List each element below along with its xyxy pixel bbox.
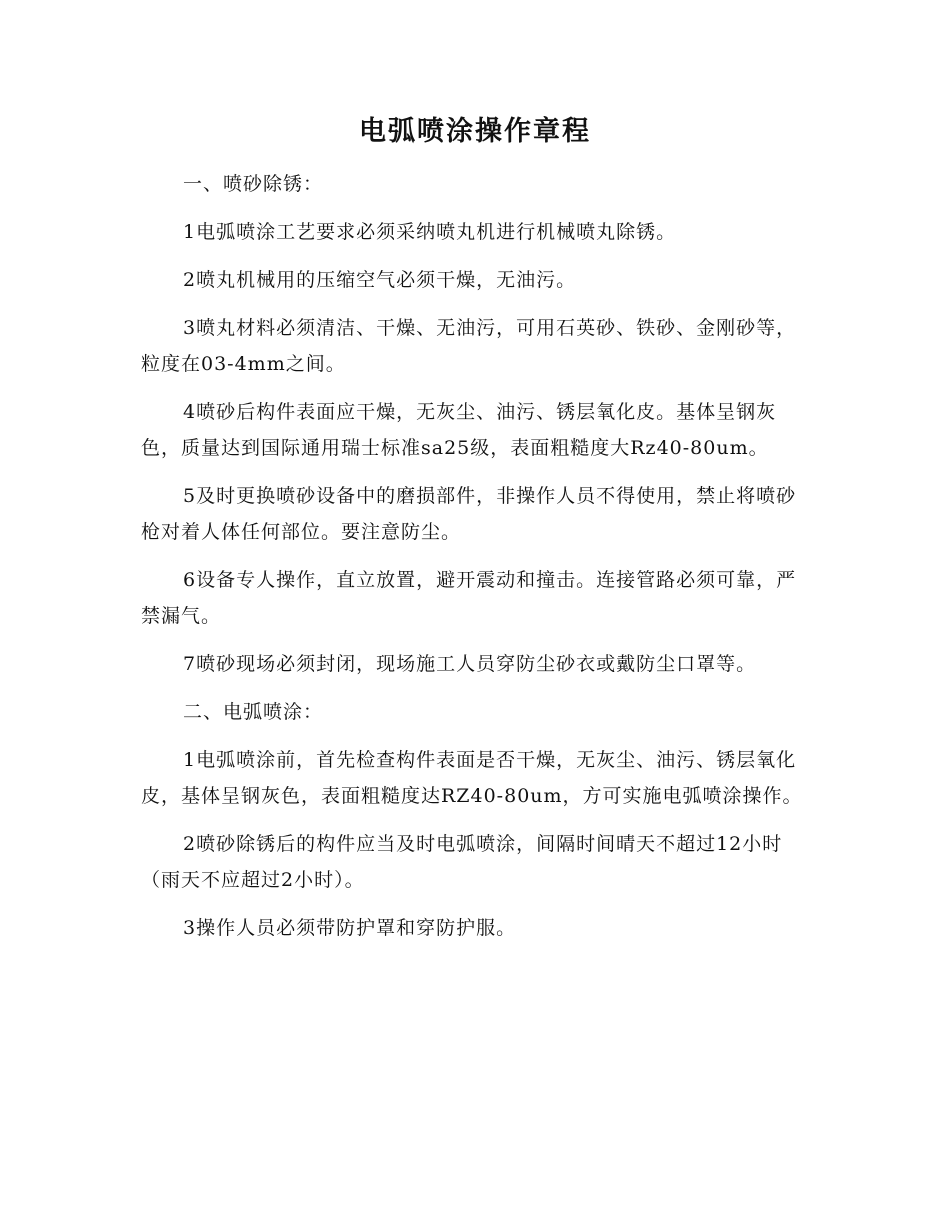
paragraph-item-1b: 1电弧喷涂前，首先检查构件表面是否干燥，无灰尘、油污、锈层氧化皮，基体呈钢灰色，表面粗糙度达RZ40-80um，方可实施电弧喷涂操作。	[141, 749, 803, 807]
paragraph-item-3: 3喷丸材料必须清洁、干燥、无油污，可用石英砂、铁砂、金刚砂等，粒度在03-4mm之间。	[141, 317, 797, 375]
paragraph-item-2: 2喷丸机械用的压缩空气必须干燥，无油污。	[183, 269, 577, 291]
paragraph-item-4: 4喷砂后构件表面应干燥，无灰尘、油污、锈层氧化皮。基体呈钢灰色，质量达到国际通用瑞士标准sa25级，表面粗糙度大Rz40-80um。	[141, 401, 777, 459]
paragraph-item-6: 6设备专人操作，直立放置，避开震动和撞击。连接管路必须可靠，严禁漏气。	[141, 569, 797, 627]
paragraph-item-7: 7喷砂现场必须封闭，现场施工人员穿防尘砂衣或戴防尘口罩等。	[183, 653, 757, 675]
paragraph-item-2b: 2喷砂除锈后的构件应当及时电弧喷涂，间隔时间晴天不超过12小时（雨天不应超过2小时）。	[141, 833, 783, 891]
paragraph-item-3b: 3操作人员必须带防护罩和穿防护服。	[183, 917, 517, 939]
paragraph-item-1: 1电弧喷涂工艺要求必须采纳喷丸机进行机械喷丸除锈。	[183, 221, 677, 243]
section-heading-sandblasting: 一、喷砂除锈：	[183, 173, 324, 195]
document-body	[141, 166, 811, 946]
section-heading-arc-spraying: 二、电弧喷涂：	[183, 701, 324, 723]
document-title: 电弧喷涂操作章程	[359, 116, 591, 147]
paragraph-item-5: 5及时更换喷砂设备中的磨损部件，非操作人员不得使用，禁止将喷砂枪对着人体任何部位。要注意防尘。	[141, 485, 797, 543]
